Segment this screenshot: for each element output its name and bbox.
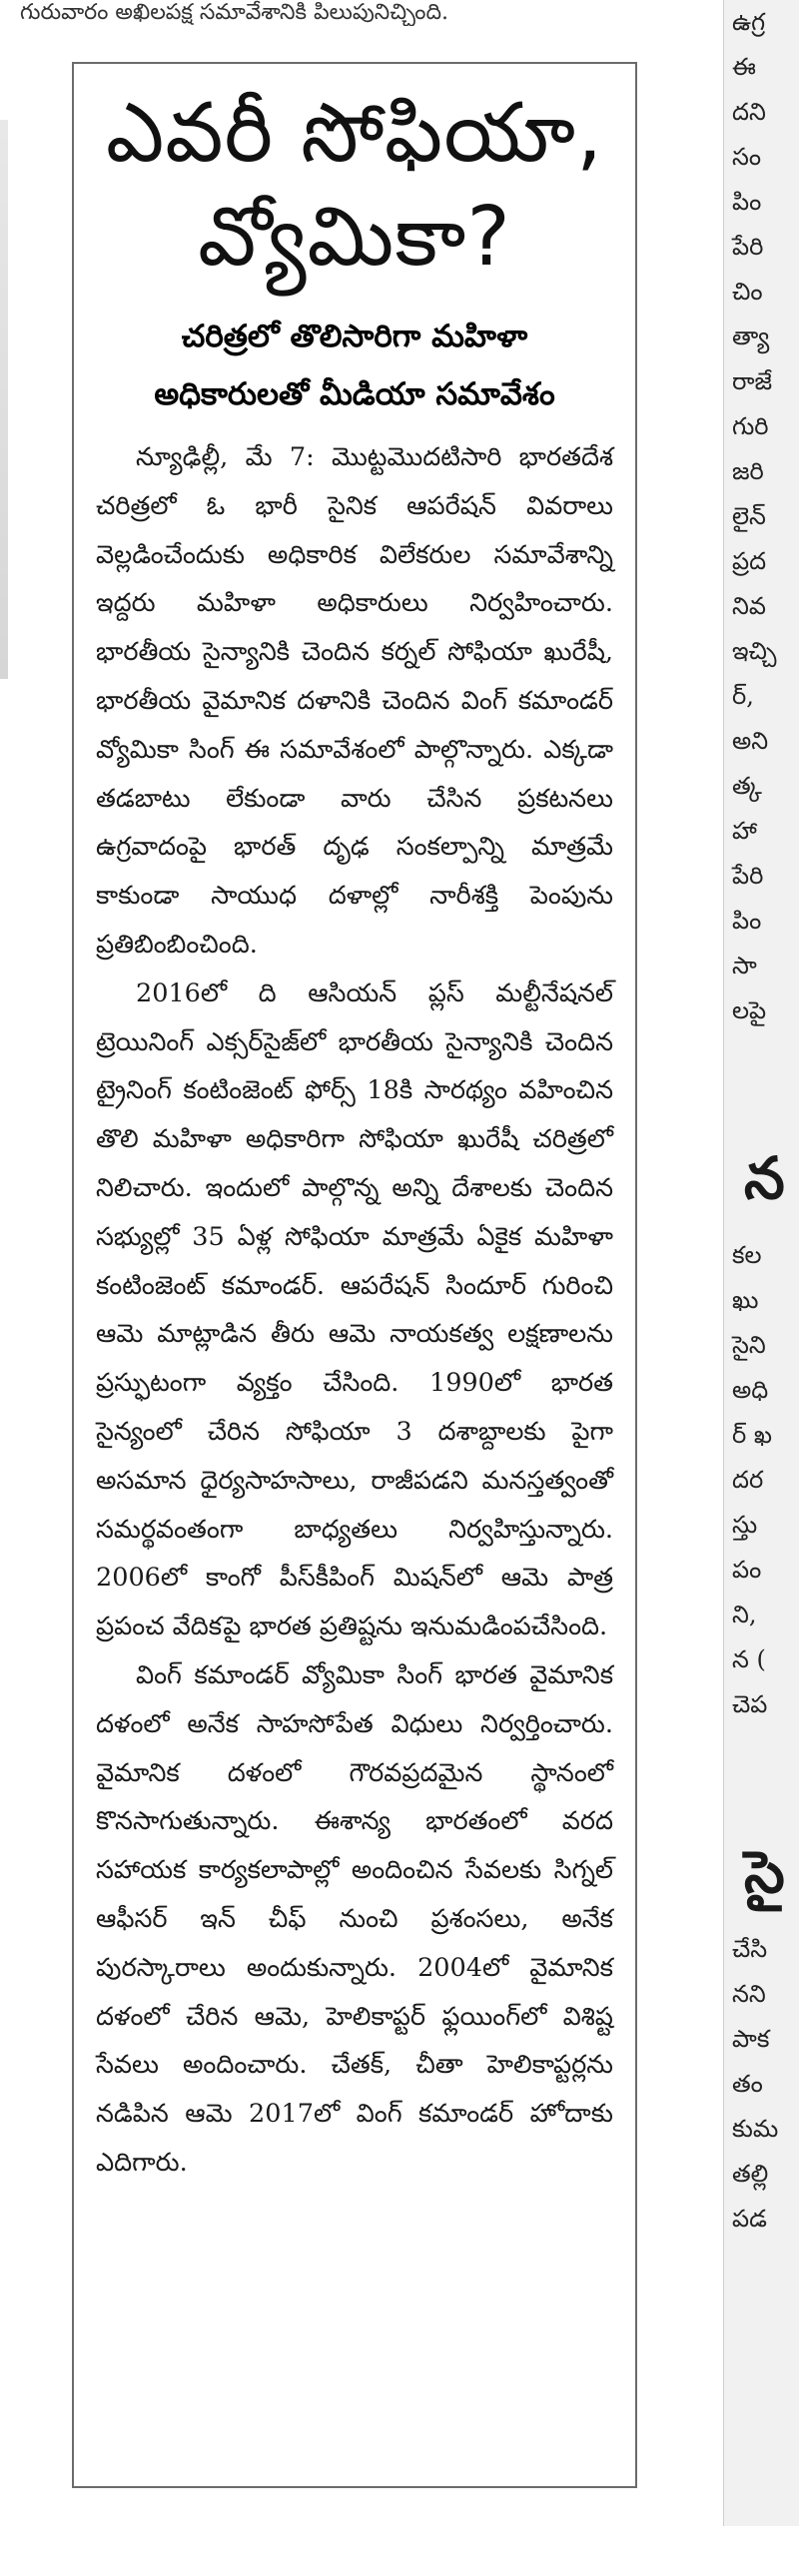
adjacent-line-fragment: లైన్ xyxy=(732,502,766,530)
subhead-line-1: చరిత్రలో తొలిసారిగా మహిళా xyxy=(181,319,528,354)
adjacent-line-fragment: జరి xyxy=(732,457,764,485)
adjacent-line-fragment: లపై xyxy=(732,996,767,1024)
article-box xyxy=(72,62,637,2488)
headline-line-1: ఎవరీ సోఫియా, xyxy=(105,86,604,181)
adjacent-line-fragment: ఉగ్ర xyxy=(732,8,766,36)
adjacent-line-fragment: పేరి xyxy=(732,233,764,261)
adjacent-line-fragment: పిం xyxy=(732,907,762,935)
adjacent-line-fragment: దని xyxy=(732,98,766,126)
previous-article-snippet: గురువారం అఖిలపక్ష సమావేశానికి పిలుపునిచ్చింది. xyxy=(20,0,448,25)
adjacent-lines-middle xyxy=(724,1233,799,1727)
subhead-line-2: అధికారులతో మీడియా సమావేశం xyxy=(154,376,555,412)
adjacent-line-fragment: చిం xyxy=(732,278,763,306)
article-paragraph-1: న్యూఢిల్లీ, మే 7: మొట్టమొదటిసారి భారతదేశ చరిత్రలో ఓ భారీ సైనిక ఆపరేషన్ వివరాలు వెల్లడించేందుకు అధికారిక విలేకరుల సమావేశాన్ని ఇద్దరు మహిళా అధికారులు నిర్వహించారు. భారతీయ సైన్యానికి చెందిన కర్నల్ సోఫియా ఖురేషీ, భారతీయ వైమానిక దళానికి చెందిన వింగ్ కమాండర్ వ్యోమికా సింగ్ ఈ సమావేశంలో పాల్గొన్నారు. ఎక్కడా తడబాటు లేకుండా వారు చేసిన ప్రకటనలు ఉగ్రవాదంపై భారత్ దృఢ సంకల్పాన్ని మాత్రమే కాకుండా సాయుధ దళాల్లో నారీశక్తి పెంపును ప్రతిబింబించింది. xyxy=(96,442,613,960)
article-body xyxy=(96,433,613,2188)
left-margin-shadow xyxy=(0,120,8,679)
adjacent-lines-top xyxy=(724,0,799,1033)
adjacent-heading-1: న xyxy=(744,1144,785,1212)
article-headline xyxy=(96,82,613,290)
adjacent-line-fragment: తల్లి xyxy=(732,2160,769,2188)
adjacent-line-fragment: పేరి xyxy=(732,862,764,890)
adjacent-line-fragment: చెప xyxy=(732,1690,768,1718)
adjacent-line-fragment: చేసి xyxy=(732,1935,768,1963)
adjacent-line-fragment: పిం xyxy=(732,188,762,216)
adjacent-line-fragment: తం xyxy=(732,2070,763,2098)
adjacent-line-fragment: త్క xyxy=(732,772,762,800)
adjacent-line-fragment: ప్రద xyxy=(732,547,767,575)
adjacent-line-fragment: న ( xyxy=(732,1645,766,1673)
article-paragraph-2: 2016లో ది ఆసియన్ ప్లస్ మల్టీనేషనల్ ట్రెయినింగ్ ఎక్సర్‌సైజ్‌లో భారతీయ సైన్యానికి చెందిన ట్రైనింగ్ కంటింజెంట్ ఫోర్స్ 18కి సారథ్యం వహించిన తొలి మహిళా అధికారిగా సోఫియా ఖురేషీ చరిత్రలో నిలిచారు. ఇందులో పాల్గొన్న అన్ని దేశాలకు చెందిన సభ్యుల్లో 35 ఏళ్ల సోఫియా మాత్రమే ఏకైక మహిళా కంటింజెంట్ కమాండర్. ఆపరేషన్ సిందూర్ గురించి ఆమె మాట్లాడిన తీరు ఆమె నాయకత్వ లక్షణాలను ప్రస్ఫుటంగా వ్యక్తం చేసింది. 1990లో భారత సైన్యంలో చేరిన సోఫియా 3 దశాబ్దాలకు పైగా అసమాన ధైర్యసాహసాలు, రాజీపడని మనస్తత్వంతో సమర్థవంతంగా బాధ్యతలు నిర్వహిస్తున్నారు. 2006లో కాంగో పీస్‌కీపింగ్ మిషన్‌లో ఆమె పాత్ర ప్రపంచ వేదికపై భారత ప్రతిష్టను ఇనుమడింపచేసింది. xyxy=(96,977,613,1642)
adjacent-line-fragment: నని xyxy=(732,1980,766,2008)
adjacent-line-fragment: పాక xyxy=(732,2025,770,2053)
adjacent-line-fragment: త్యా xyxy=(732,322,770,350)
headline-line-2: వ్యోమికా? xyxy=(198,190,511,285)
adjacent-line-fragment: ఇచ్చి xyxy=(732,637,777,665)
adjacent-line-fragment: పం xyxy=(732,1556,762,1584)
adjacent-line-fragment: ర్, xyxy=(732,682,754,710)
adjacent-line-fragment: ని, xyxy=(732,1601,757,1628)
adjacent-line-fragment: కుమ xyxy=(732,2115,779,2143)
adjacent-line-fragment: కల xyxy=(732,1241,762,1269)
adjacent-line-fragment: హా xyxy=(732,817,757,845)
adjacent-line-fragment: ఈ xyxy=(732,53,756,81)
adjacent-line-fragment: రాజే xyxy=(732,367,773,395)
adjacent-line-fragment: సం xyxy=(732,143,762,171)
adjacent-heading-2: సై xyxy=(744,1838,785,1906)
adjacent-lines-bottom xyxy=(724,1927,799,2242)
article-paragraph-3: వింగ్ కమాండర్ వ్యోమికా సింగ్ భారత వైమానిక దళంలో అనేక సాహసోపేత విధులు నిర్వర్తించారు. వైమానిక దళంలో గౌరవప్రదమైన స్థానంలో కొనసాగుతున్నారు. ఈశాన్య భారతంలో వరద సహాయక కార్యకలాపాల్లో అందించిన సేవలకు సిగ్నల్ ఆఫీసర్ ఇన్ చీఫ్ నుంచి ప్రశంసలు, అనేక పురస్కారాలు అందుకున్నారు. 2004లో వైమానిక దళంలో చేరిన ఆమె, హెలికాప్టర్ ఫ్లయింగ్‌లో విశిష్ట సేవలు అందించారు. చేతక్, చీతా హెలికాప్టర్లను నడిపిన ఆమె 2017లో వింగ్ కమాండర్ హోదాకు ఎదిగారు. xyxy=(96,1659,613,2178)
adjacent-article-column xyxy=(723,0,799,2526)
adjacent-line-fragment: దర xyxy=(732,1466,764,1494)
article-subheadline xyxy=(96,308,613,423)
adjacent-line-fragment: అధి xyxy=(732,1376,769,1404)
adjacent-line-fragment: సా xyxy=(732,952,757,979)
adjacent-line-fragment: అని xyxy=(732,727,769,755)
adjacent-line-fragment: ర్ ఖ xyxy=(732,1421,772,1449)
adjacent-line-fragment: నివ xyxy=(732,592,766,620)
adjacent-line-fragment: స్తు xyxy=(732,1511,758,1539)
adjacent-line-fragment: ఖు xyxy=(732,1286,759,1314)
adjacent-line-fragment: పడ xyxy=(732,2205,767,2233)
adjacent-line-fragment: గురి xyxy=(732,412,769,440)
adjacent-line-fragment: సైని xyxy=(732,1331,766,1359)
